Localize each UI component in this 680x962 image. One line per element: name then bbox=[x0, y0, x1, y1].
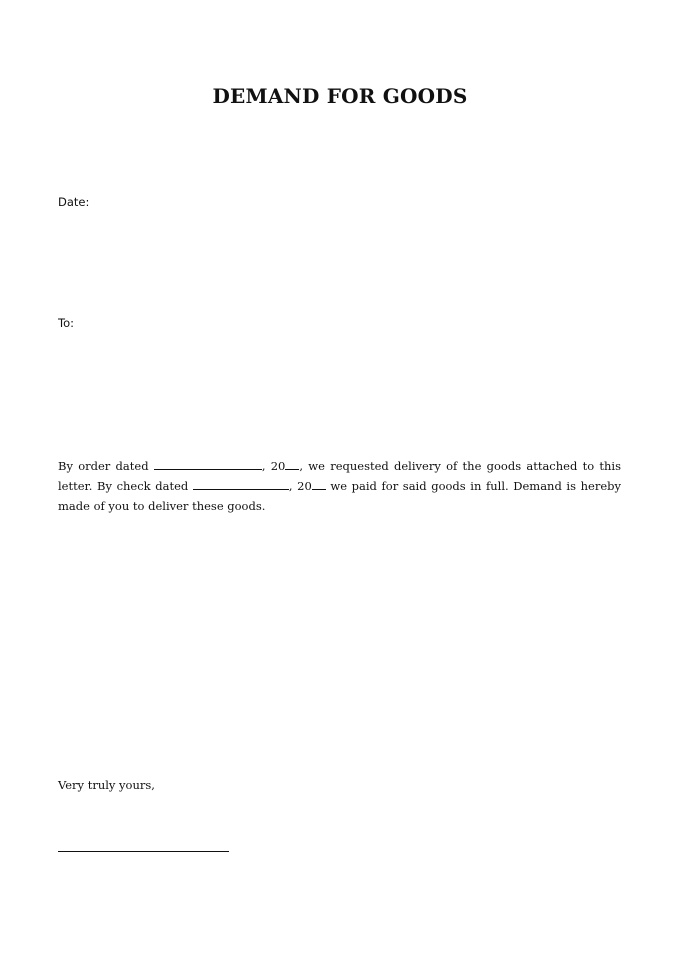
body-text-part1: By order dated bbox=[58, 459, 154, 473]
date-label: Date: bbox=[58, 195, 90, 209]
order-date-blank bbox=[154, 458, 262, 470]
body-paragraph bbox=[58, 456, 621, 516]
body-text-part4: , 20 bbox=[288, 479, 312, 493]
to-label: To: bbox=[58, 316, 74, 330]
body-text-part3: , we requested delivery of the goods attached to this letter. By check dated bbox=[58, 459, 621, 493]
signature-line bbox=[58, 851, 229, 852]
check-date-blank bbox=[193, 478, 289, 490]
check-year-blank bbox=[312, 478, 326, 490]
body-text-part5: we paid for said goods in full. Demand is hereby made of you to deliver these goods. bbox=[58, 479, 621, 513]
closing-text: Very truly yours, bbox=[58, 778, 155, 792]
document-title: DEMAND FOR GOODS bbox=[212, 84, 468, 108]
order-year-blank bbox=[285, 458, 299, 470]
body-text-part2: , 20 bbox=[261, 459, 286, 473]
